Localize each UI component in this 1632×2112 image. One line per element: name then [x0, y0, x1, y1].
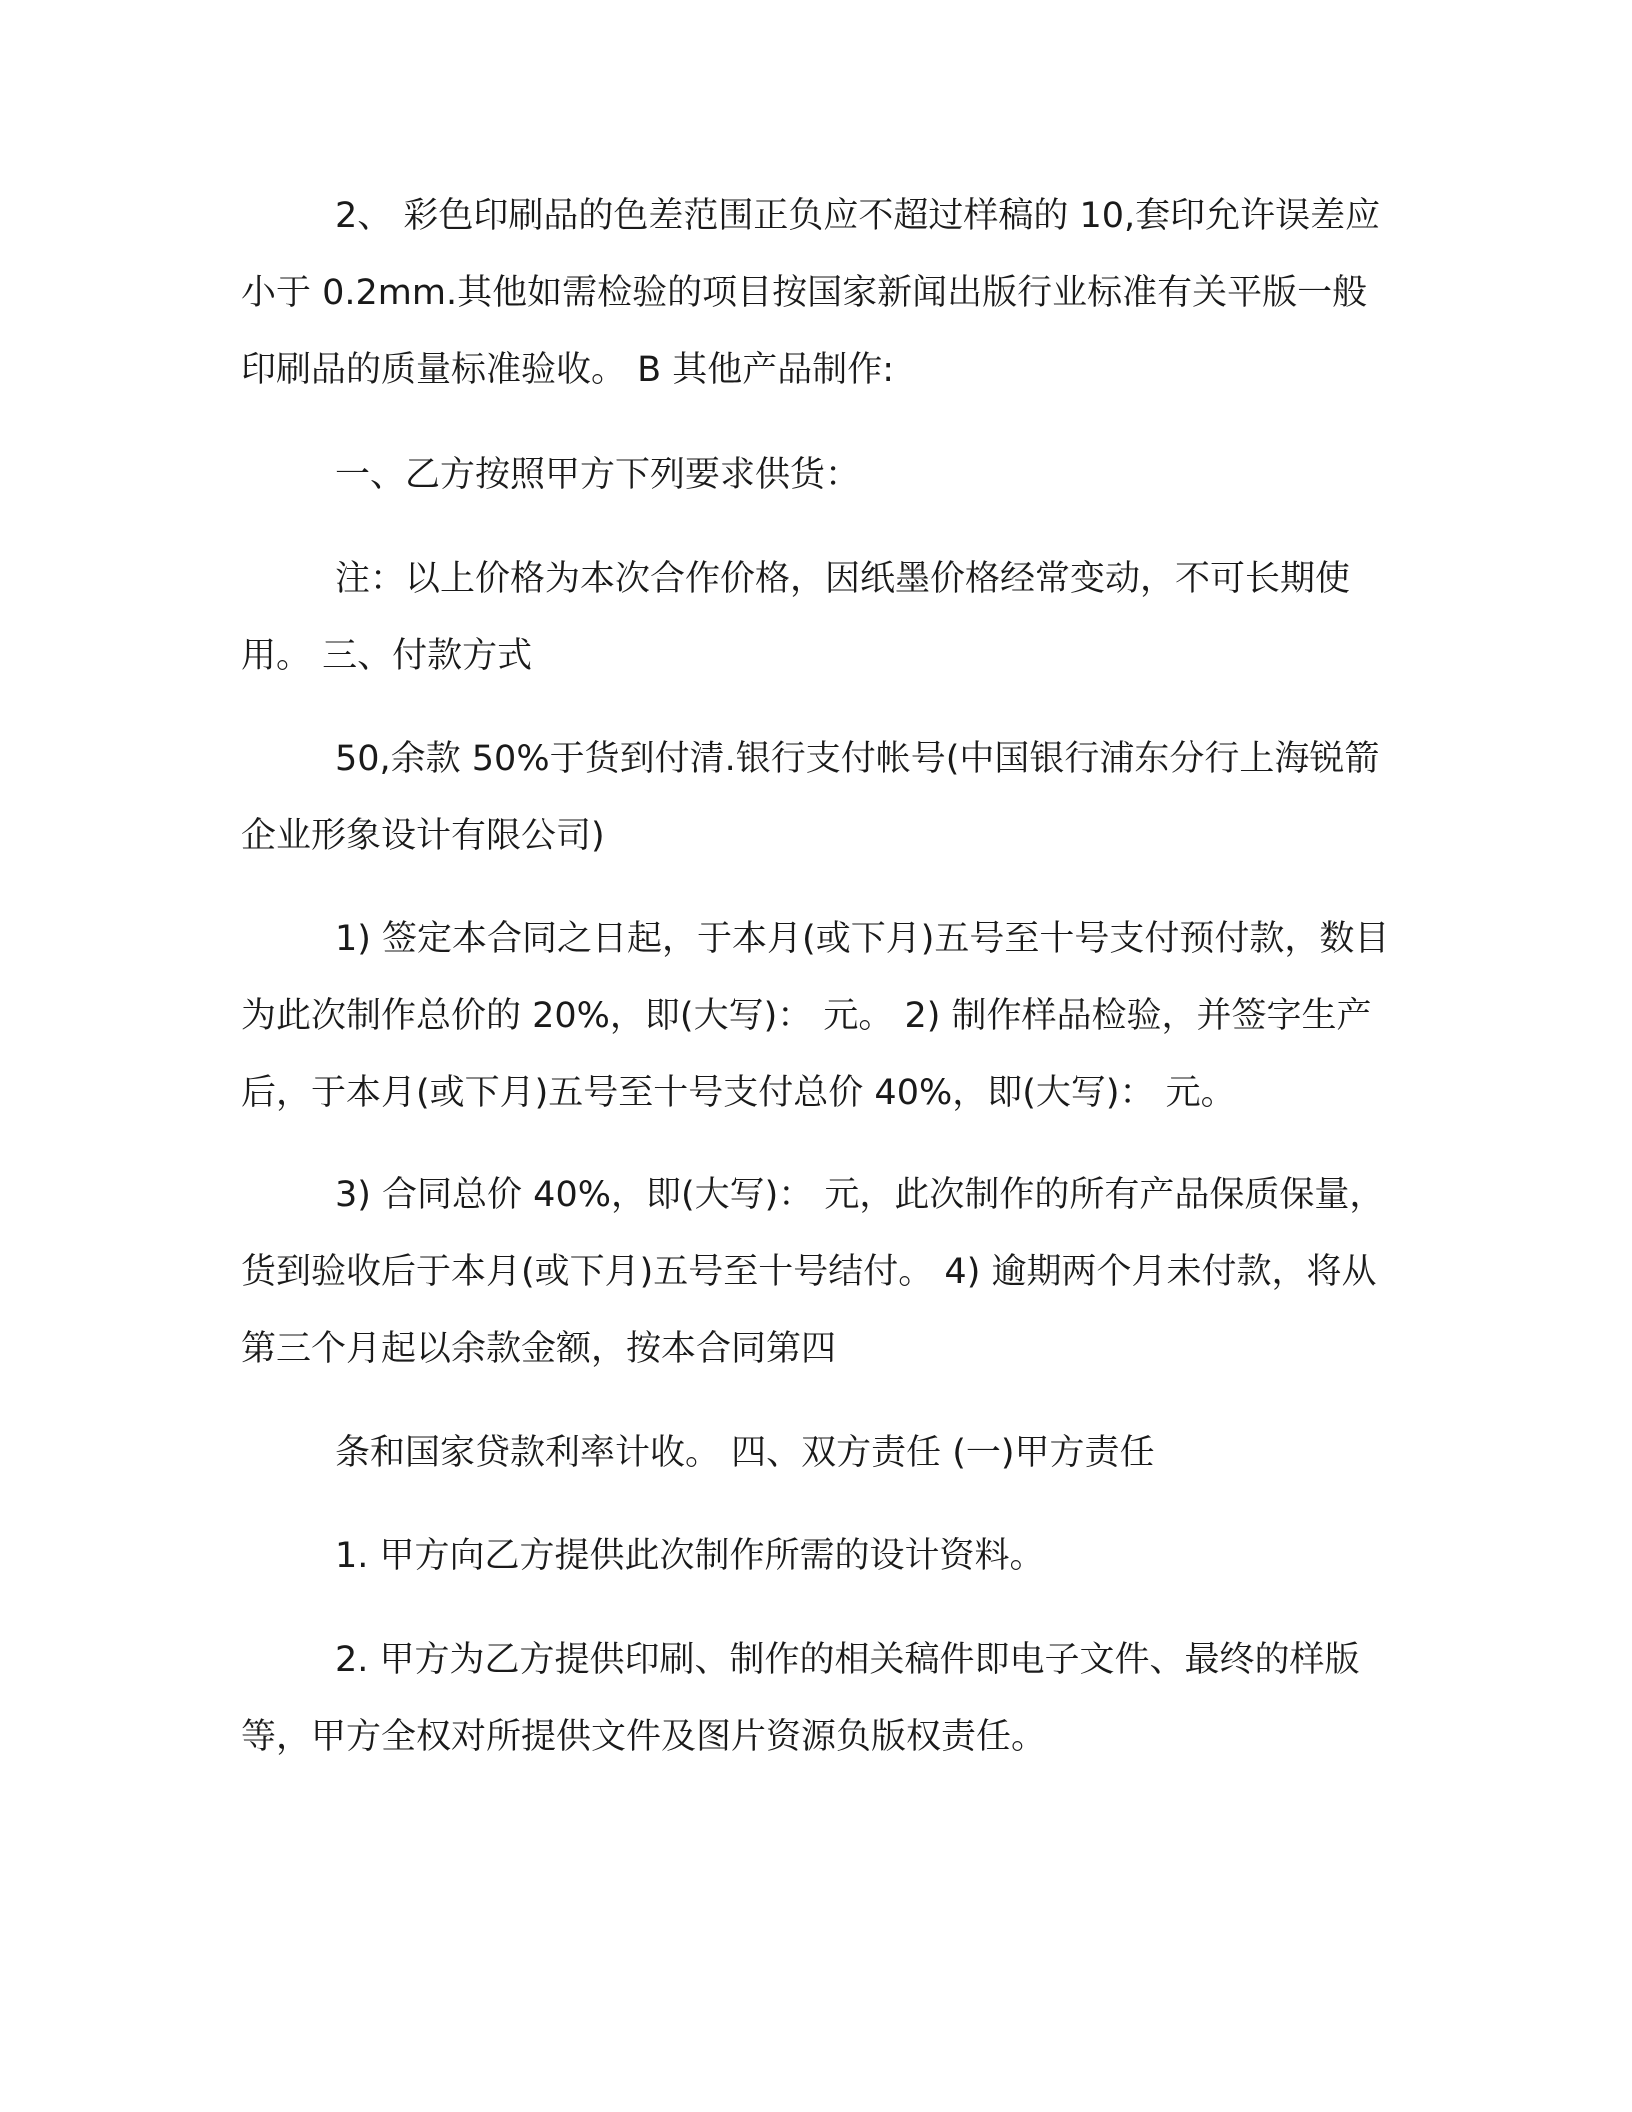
- paragraph-bank-account: 50,余款 50%于货到付清.银行支付帐号(中国银行浦东分行上海锐箭企业形象设计有限公司): [241, 739, 1380, 856]
- paragraph-price-note: 注：以上价格为本次合作价格，因纸墨价格经常变动，不可长期使用。 三、付款方式: [241, 559, 1351, 676]
- paragraph-party-a-design-materials: 1. 甲方向乙方提供此次制作所需的设计资料。: [335, 1536, 1045, 1576]
- paragraph-color-tolerance: 2、 彩色印刷品的色差范围正负应不超过样稿的 10,套印允许误差应小于 0.2mm.其他如需检验的项目按国家新闻出版行业标准有关平版一般印刷品的质量标准验收。 B 其他产品制作:: [241, 196, 1381, 390]
- paragraph-payment-terms-1-2: 1) 签定本合同之日起，于本月(或下月)五号至十号支付预付款，数目为此次制作总价的 20%，即(大写)： 元。 2) 制作样品检验，并签字生产后，于本月(或下月)五号至十号支付总价 40%，即(大写)： 元。: [241, 919, 1390, 1113]
- paragraph-payment-terms-3-4: 3) 合同总价 40%，即(大写)： 元，此次制作的所有产品保质保量，货到验收后于本月(或下月)五号至十号结付。 4) 逾期两个月未付款，将从第三个月起以余款金额，按本合同第四: [241, 1175, 1385, 1369]
- paragraph-supply-requirements: 一、乙方按照甲方下列要求供货：: [335, 455, 861, 495]
- paragraph-party-a-copyright: 2. 甲方为乙方提供印刷、制作的相关稿件即电子文件、最终的样版等，甲方全权对所提供文件及图片资源负版权责任。: [241, 1640, 1360, 1757]
- paragraph-responsibilities-heading: 条和国家贷款利率计收。 四、双方责任 (一)甲方责任: [335, 1433, 1155, 1473]
